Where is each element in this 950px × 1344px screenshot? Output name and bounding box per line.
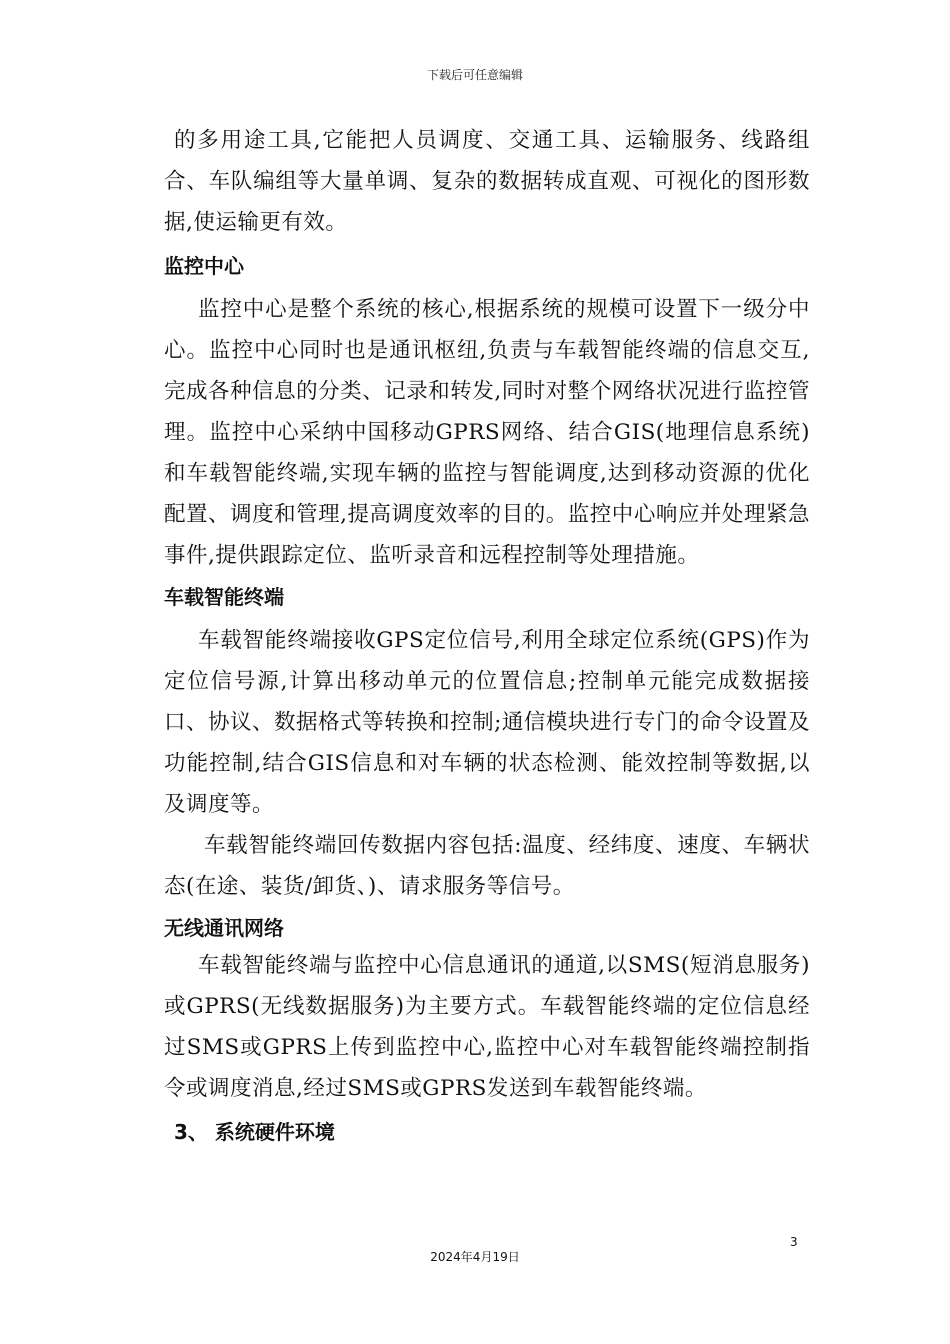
- heading-wireless-network: 无线通讯网络: [164, 916, 284, 940]
- wireless-network-paragraph: 车载智能终端与监控中心信息通讯的通道,以SMS(短消息服务)或GPRS(无线数据服务)为主要方式。车载智能终端的定位信息经过SMS或GPRS上传到监控中心,监控中心对车载智能终端控制指令或调度消息,经过SMS或GPRS发送到车载智能终端。: [164, 953, 810, 1101]
- page-content: [164, 120, 810, 1155]
- vehicle-terminal-paragraph: 车载智能终端接收GPS定位信号,利用全球定位系统(GPS)作为定位信号源,计算出移动单元的位置信息;控制单元能完成数据接口、协议、数据格式等转换和控制;通信模块进行专门的命令设置及功能控制,结合GIS信息和对车辆的状态检测、能效控制等数据,以及调度等。: [164, 628, 810, 817]
- heading-monitor-center: 监控中心: [164, 254, 244, 278]
- page-number: 3: [790, 1235, 798, 1249]
- monitor-center-paragraph: 监控中心是整个系统的核心,根据系统的规模可设置下一级分中心。监控中心同时也是通讯枢纽,负责与车载智能终端的信息交互,完成各种信息的分类、记录和转发,同时对整个网络状况进行监控管理。监控中心采纳中国移动GPRS网络、结合GIS(地理信息系统)和车载智能终端,实现车辆的监控与智能调度,达到移动资源的优化配置、调度和管理,提高调度效率的目的。监控中心响应并处理紧急事件,提供跟踪定位、监听录音和远程控制等处理措施。: [164, 297, 810, 568]
- terminal-data-paragraph: 车载智能终端回传数据内容包括:温度、经纬度、速度、车辆状态(在途、装货/卸货、)、请求服务等信号。: [164, 833, 810, 899]
- footer-date: 2024年4月19日: [430, 1250, 520, 1264]
- heading-vehicle-terminal: 车载智能终端: [164, 585, 284, 609]
- page-header: 下载后可任意编辑: [426, 68, 523, 82]
- heading-hardware-environment: 3、 系统硬件环境: [174, 1120, 335, 1144]
- intro-paragraph: 的多用途工具,它能把人员调度、交通工具、运输服务、线路组合、车队编组等大量单调、复杂的数据转成直观、可视化的图形数据,使运输更有效。: [164, 128, 810, 235]
